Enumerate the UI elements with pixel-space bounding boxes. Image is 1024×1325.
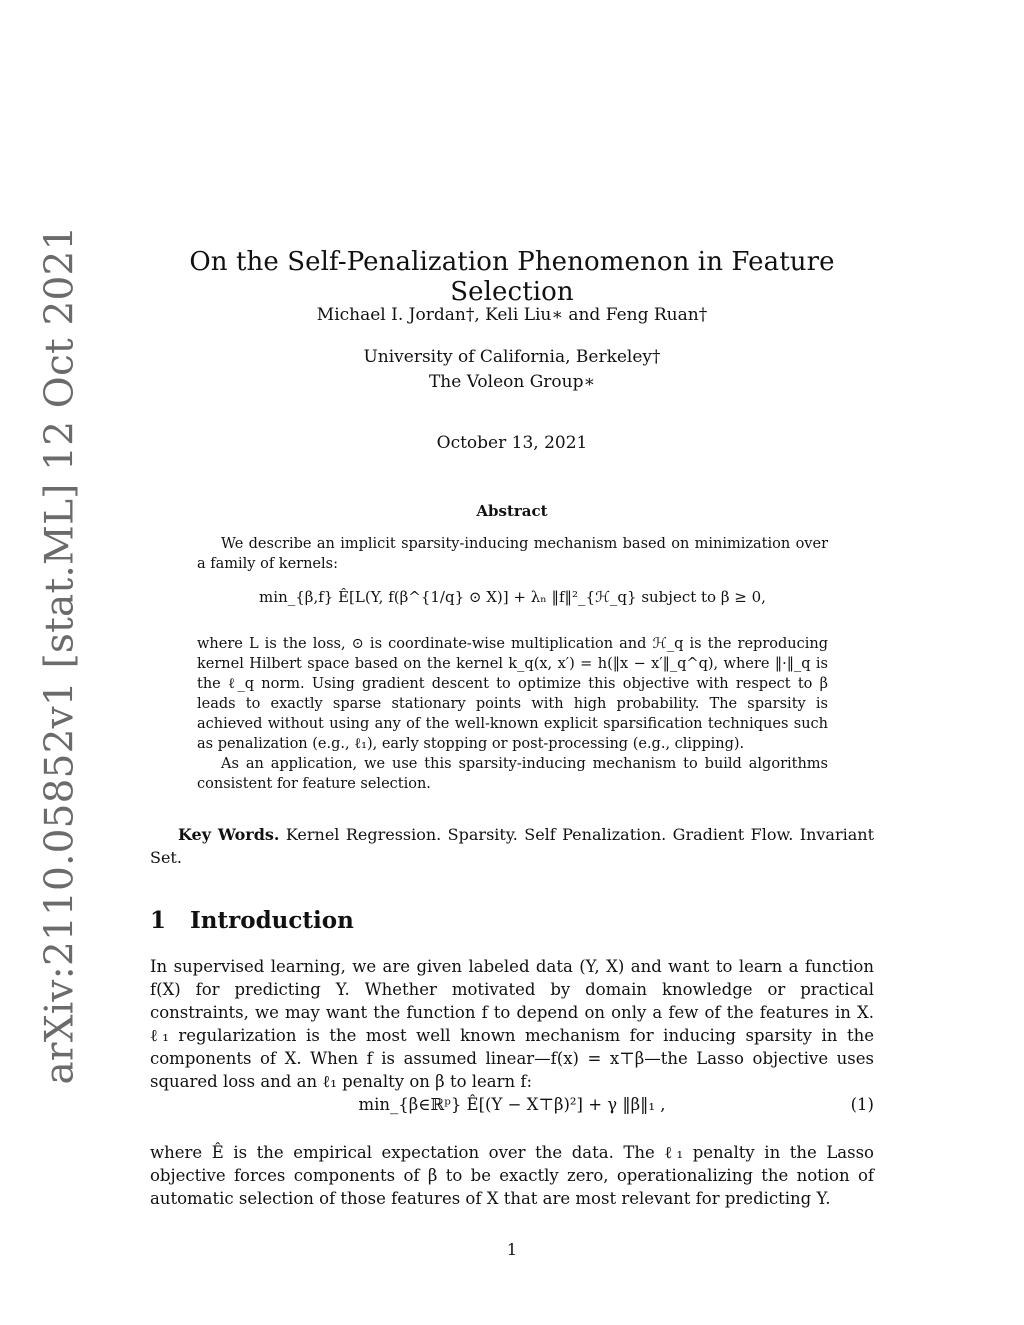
section-title: Introduction [190, 907, 354, 934]
affiliation-1: University of California, Berkeley† [363, 347, 661, 367]
abstract-formula: min_{β,f} Ê[L(Y, f(β^{1/q} ⊙ X)] + λₙ ‖f‖²_{ℋ_q} subject to β ≥ 0, [259, 588, 766, 606]
paper-title: On the Self-Penalization Phenomenon in Feature Selection [189, 247, 835, 307]
abstract-paragraph-2: where L is the loss, ⊙ is coordinate-wise multiplication and ℋ_q is the reproducing kernel Hilbert space based on the kernel k_q(x, x′) = h(‖x − x′‖_q^q), where ‖·‖_q is the ℓ_q norm. Using gradient descent to optimize this objective with respect to β leads to exactly sparse stationary points with high probability. The sparsity is achieved without using any of the well-known explicit sparsification techniques such as penalization (e.g., ℓ₁), early stopping or post-processing (e.g., clipping). [197, 636, 828, 752]
abstract-paragraph-3: As an application, we use this sparsity-inducing mechanism to build algorithms consistent for feature selection. [197, 756, 828, 792]
arxiv-sidebar-stamp [30, 225, 90, 1085]
section-number: 1 [150, 907, 167, 934]
arxiv-id: arXiv:2110.05852v1 [stat.ML] 12 Oct 2021 [37, 225, 83, 1085]
abstract-paragraph-1: We describe an implicit sparsity-inducing mechanism based on minimization over a family of kernels: [197, 536, 828, 572]
section-heading [150, 907, 354, 934]
equation-body: min_{β∈ℝᵖ} Ê[(Y − X⊤β)²] + γ ‖β‖₁ , [358, 1095, 666, 1114]
keywords-text: Kernel Regression. Sparsity. Self Penalization. Gradient Flow. Invariant Set. [150, 825, 875, 867]
intro-paragraph-1: In supervised learning, we are given labeled data (Y, X) and want to learn a function f(X) for predicting Y. Whether motivated by domain knowledge or practical constraints, we may want the function f to depend on only a few of the features in X. ℓ₁ regularization is the most well known mechanism for inducing sparsity in the components of X. When f is assumed linear—f(x) = x⊤β—the Lasso objective uses squared loss and an ℓ₁ penalty on β to learn f: [150, 957, 874, 1091]
keywords [150, 823, 874, 869]
paper-authors: Michael I. Jordan†, Keli Liu∗ and Feng Ruan† [316, 305, 708, 325]
abstract-heading: Abstract [476, 502, 548, 520]
page-number: 1 [506, 1240, 518, 1259]
equation-number: (1) [850, 1095, 874, 1114]
paper-date: October 13, 2021 [436, 433, 588, 453]
affiliation-2: The Voleon Group∗ [428, 372, 596, 392]
keywords-label: Key Words. [178, 825, 280, 844]
intro-paragraph-2: where Ê is the empirical expectation over the data. The ℓ₁ penalty in the Lasso objective forces components of β to be exactly zero, operationalizing the notion of automatic selection of those features of X that are most relevant for predicting Y. [150, 1143, 874, 1208]
